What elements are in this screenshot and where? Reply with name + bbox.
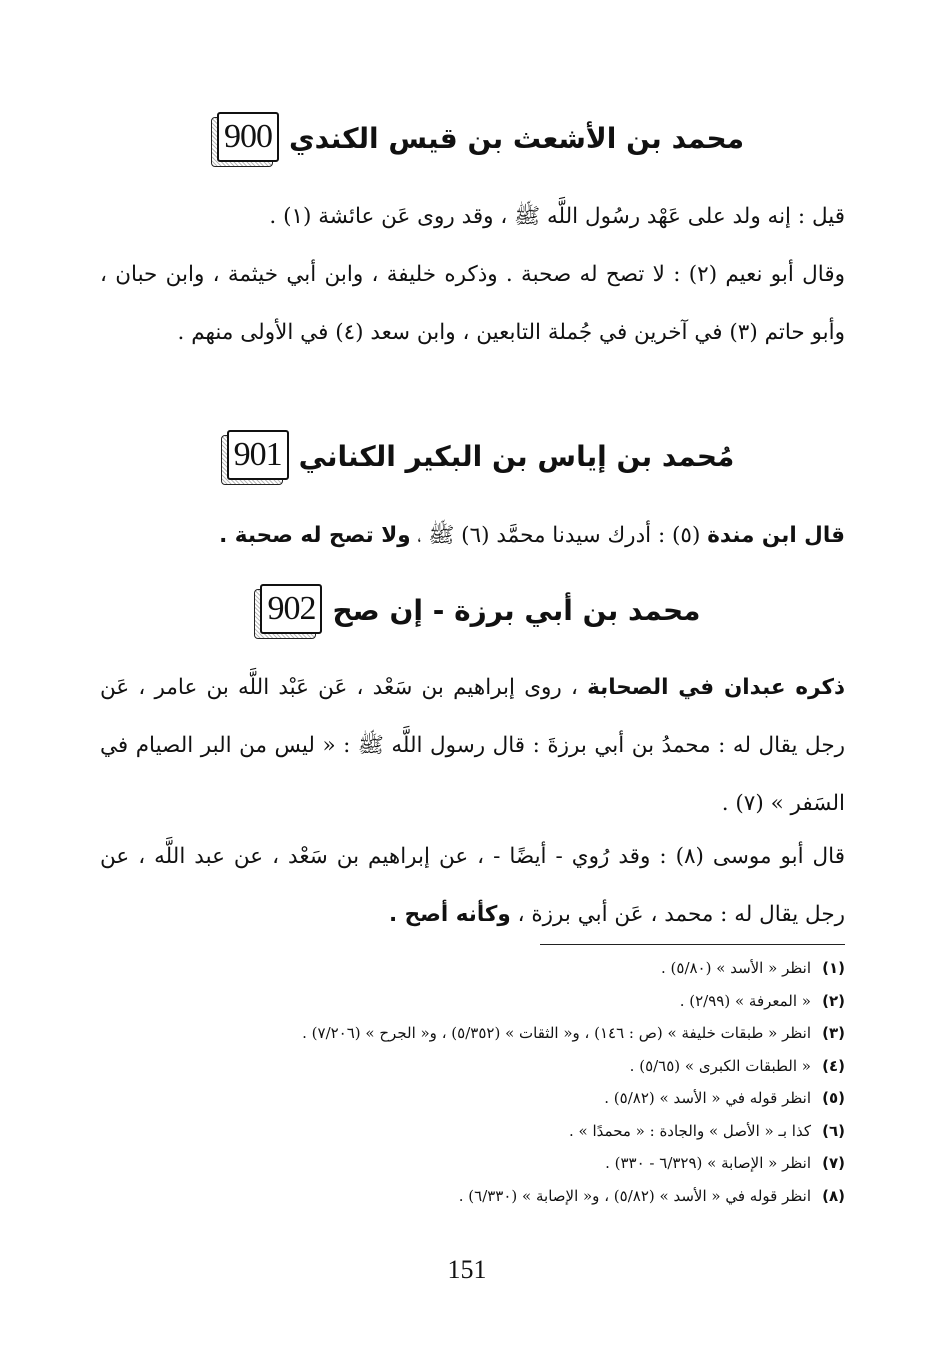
- entry-901-heading: [100, 430, 845, 482]
- footnote-number: (١): [822, 959, 845, 977]
- footnote-text: « المعرفة » (٢/٩٩) .: [679, 991, 811, 1010]
- footnote-number: (٤): [822, 1056, 845, 1075]
- entry-number-box: [258, 584, 322, 636]
- footnote: [100, 1050, 845, 1083]
- paragraph-text: ، روى إبراهيم بن سَعْد ، عَن عَبْد اللَّه بن عامر ، عَن رجل يقال له : محمدُ بن أبي برزةَ : قال رسول اللَّه ﷺ : « ليس من البر الصيام في السَفر » (٧) .: [100, 675, 845, 816]
- footnote-text: انظر قوله في « الأسد » (٥/٨٢) ، و« الإصابة » (٦/٣٣٠) .: [458, 1186, 811, 1205]
- page-number: 151: [447, 1255, 487, 1284]
- footnote: [100, 1147, 845, 1180]
- footnote-number: (٦): [822, 1121, 845, 1140]
- entry-900-heading: [100, 112, 845, 164]
- entry-number: 902: [260, 584, 322, 634]
- entry-number-box: [225, 430, 289, 482]
- entry-902-heading: [100, 584, 845, 636]
- footnote-separator: [540, 944, 845, 945]
- entry-902-paragraph-1: [100, 659, 845, 833]
- entry-title: محمد بن الأشعث بن قيس الكندي: [288, 121, 745, 155]
- entry-number: 900: [217, 112, 279, 162]
- footnote-text: انظر « الإصابة » (٦/٣٢٩ - ٣٣٠) .: [605, 1154, 811, 1172]
- footnote: [100, 1017, 845, 1050]
- entry-901-paragraph: [100, 507, 845, 565]
- entry-title: محمد بن أبي برزة - إن صح: [332, 593, 701, 627]
- footnote-text: كذا بـ « الأصل » والجادة : « محمدًا » .: [569, 1121, 811, 1140]
- footnote: [100, 1180, 845, 1213]
- footnotes: [100, 952, 845, 1212]
- footnote: [100, 1115, 845, 1148]
- footnote: [100, 985, 845, 1018]
- entry-902-paragraph-2: [100, 828, 845, 944]
- footnote-text: انظر قوله في « الأسد » (٥/٨٢) .: [604, 1089, 811, 1107]
- paragraph-text: قال أبو موسى (٨) : وقد رُوي - أيضًا - ، عن إبراهيم بن سَعْد ، عن عبد اللَّه ، عن رجل يقال له : محمد ، عَن أبي برزة ،: [100, 844, 845, 927]
- footnote-text: انظر « الأسد » (٥/٨٠) .: [661, 959, 811, 977]
- footnote: [100, 952, 845, 985]
- footnote-number: (٥): [822, 1089, 845, 1107]
- footnote-number: (٨): [822, 1186, 845, 1205]
- footnote: [100, 1082, 845, 1115]
- bold-phrase: قال ابن مندة: [707, 523, 845, 548]
- entry-number: 901: [227, 430, 289, 480]
- entry-900-paragraph-2: وقال أبو نعيم (٢) : لا تصح له صحبة . وذكره خليفة ، وابن أبي خيثمة ، وابن حبان ، وأبو حاتم (٣) في آخرين في جُملة التابعين ، وابن سعد (٤) في الأولى منهم .: [100, 262, 845, 345]
- bold-phrase: وكأنه أصح .: [388, 902, 511, 927]
- footnote-text: انظر « طبقات خليفة » (ص : ١٤٦) ، و« الثقات » (٥/٣٥٢) ، و« الجرح » (٧/٢٠٦) .: [302, 1024, 811, 1042]
- footnote-number: (٣): [822, 1024, 845, 1042]
- entry-title: مُحمد بن إياس بن البكير الكناني: [298, 439, 735, 473]
- bold-phrase: ذكره عبدان في الصحابة: [587, 675, 845, 700]
- footnote-number: (٢): [822, 991, 845, 1010]
- bold-phrase: ولا تصح له صحبة .: [219, 523, 411, 548]
- footnote-number: (٧): [822, 1154, 845, 1172]
- entry-number-box: [215, 112, 279, 164]
- paragraph-text: (٥) : أدرك سيدنا محمَّد (٦) ﷺ ،: [410, 523, 708, 548]
- footnote-text: « الطبقات الكبرى » (٥/٦٥) .: [629, 1056, 811, 1075]
- entry-900-paragraph-1: قيل : إنه ولد على عَهْد رسُول اللَّه ﷺ ، وقد روى عَن عائشة (١) .: [269, 204, 845, 229]
